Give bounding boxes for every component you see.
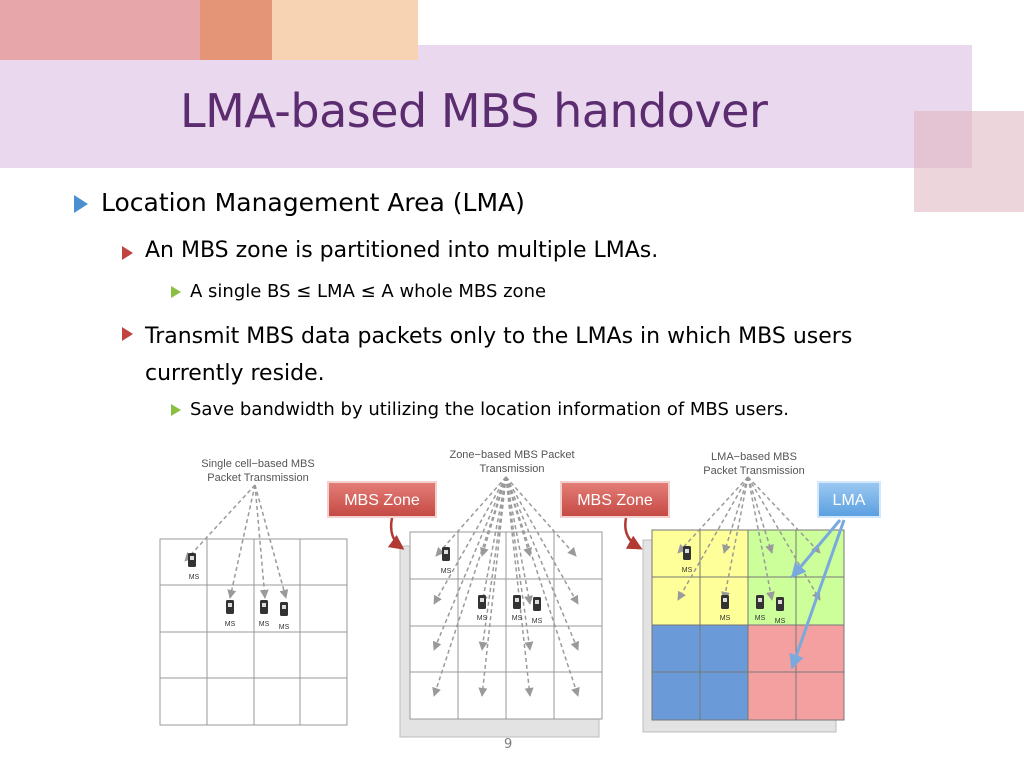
ms-label: MS	[754, 615, 766, 622]
panel-lma-based	[561, 451, 880, 732]
panel1-caption: Single cell−based MBS	[201, 458, 315, 470]
mbs-zone-callout	[328, 482, 436, 517]
panel2-caption: Transmission	[479, 463, 545, 475]
ms-label: MS	[531, 618, 543, 625]
panel2-caption: Zone−based MBS Packet	[449, 449, 575, 461]
panel3-caption: Packet Transmission	[703, 465, 805, 477]
lma-callout	[818, 482, 880, 517]
lma-label: LMA	[832, 492, 866, 509]
ms-label: MS	[774, 618, 786, 625]
mbs-zone-label: MBS Zone	[344, 492, 420, 509]
ms-label: MS	[511, 615, 523, 622]
bullet-level1: Location Management Area (LMA)	[101, 188, 525, 217]
ms-label: MS	[719, 615, 731, 622]
ms-label: MS	[681, 567, 693, 574]
ms-label: MS	[258, 621, 270, 628]
bullet-arrow-icon	[171, 404, 181, 416]
mbs-zone-callout	[561, 482, 669, 517]
page-number: 9	[504, 737, 513, 752]
decor-square-pink	[0, 0, 200, 60]
bullet-level2: An MBS zone is partitioned into multiple LMAs.	[145, 238, 659, 263]
bullet-arrow-icon	[74, 195, 88, 213]
ms-label: MS	[188, 574, 200, 581]
ms-label: MS	[476, 615, 488, 622]
panel-single-cell	[160, 458, 347, 725]
bullet-level3: A single BS ≤ LMA ≤ A whole MBS zone	[190, 281, 547, 302]
decor-square-overlap	[914, 111, 972, 168]
slide-title: LMA-based MBS handover	[180, 84, 768, 138]
bullet-arrow-icon	[122, 246, 133, 260]
ms-label: MS	[440, 568, 452, 575]
bullet-arrow-icon	[122, 327, 133, 341]
ms-label: MS	[278, 624, 290, 631]
decor-square-peach	[272, 0, 418, 60]
ms-label: MS	[224, 621, 236, 628]
handover-diagram	[150, 440, 940, 740]
mbs-zone-label: MBS Zone	[577, 492, 653, 509]
panel1-caption: Packet Transmission	[207, 472, 309, 484]
bullet-level2: Transmit MBS data packets only to the LMAs in which MBS users currently reside.	[145, 324, 853, 386]
bullet-arrow-icon	[171, 286, 181, 298]
bullet-level3: Save bandwidth by utilizing the location information of MBS users.	[190, 399, 789, 420]
panel3-caption: LMA−based MBS	[711, 451, 797, 463]
decor-square-coral	[200, 0, 272, 60]
